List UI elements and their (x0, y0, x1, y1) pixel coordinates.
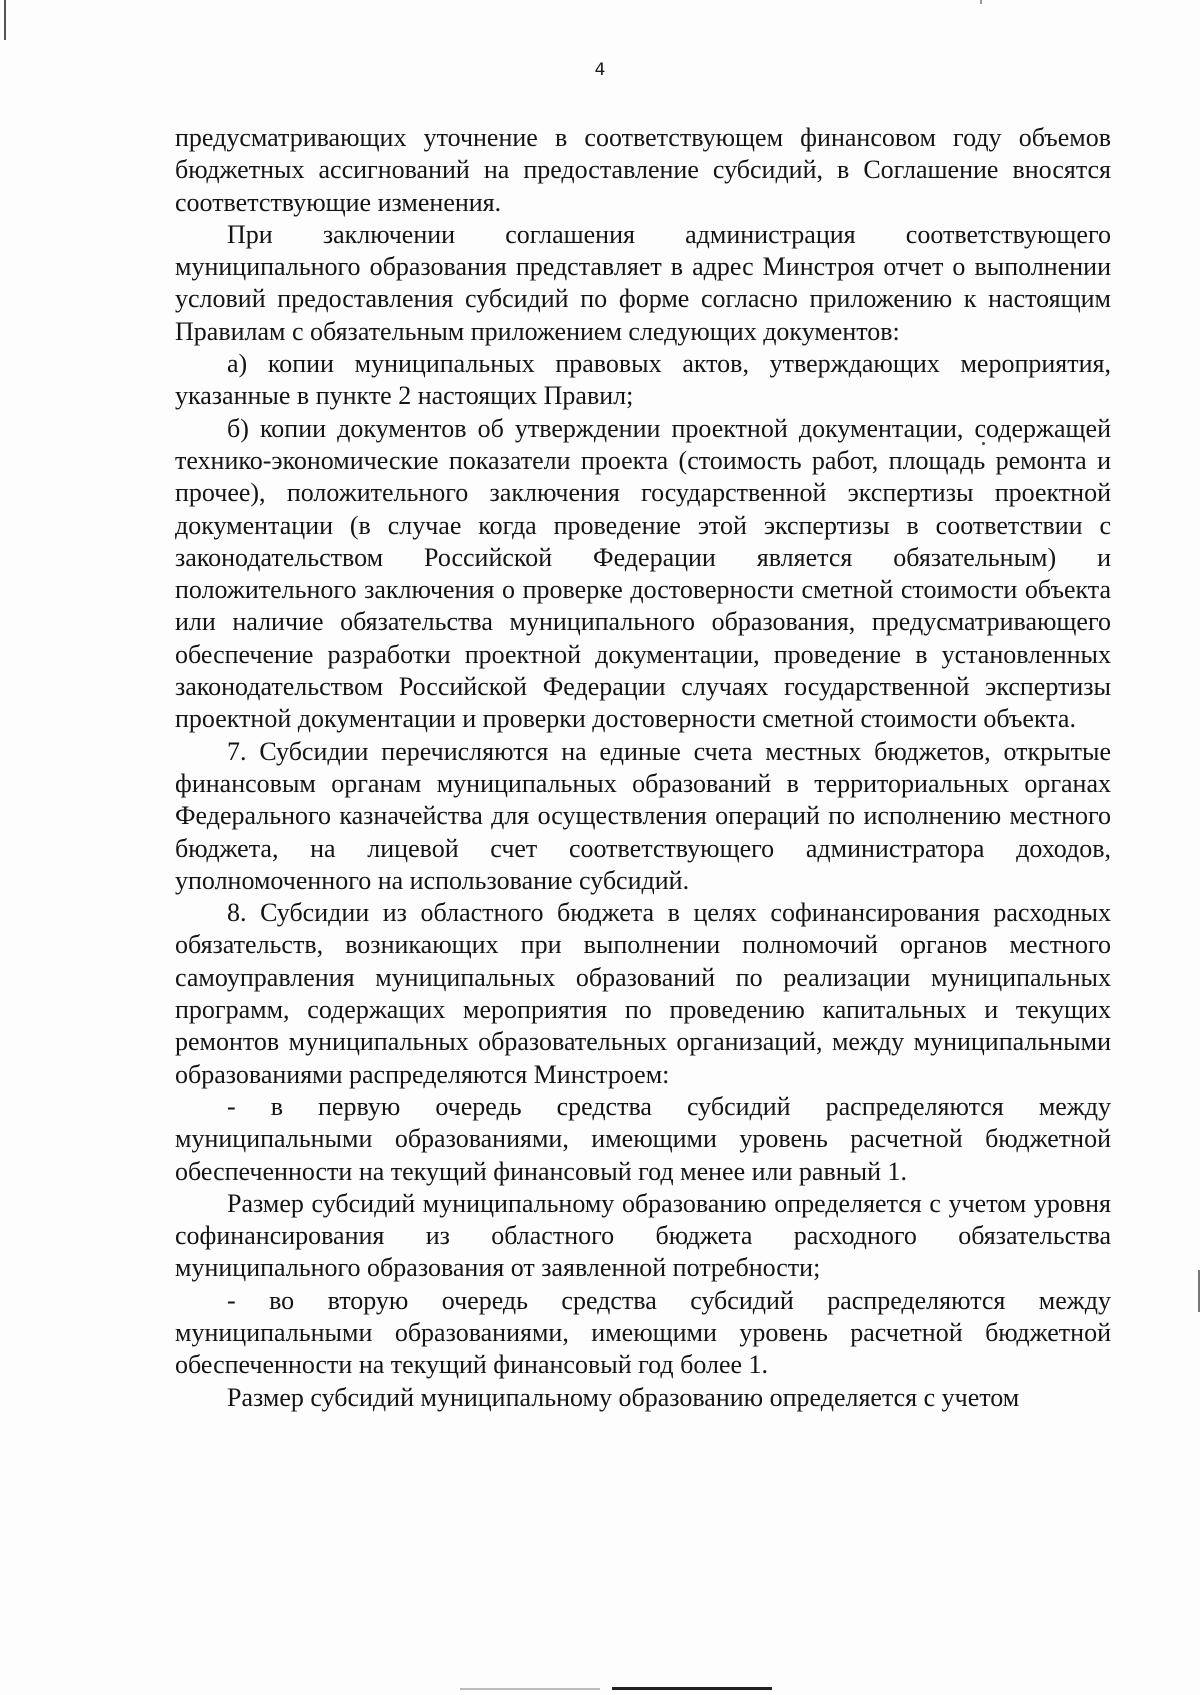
paragraph-item-a: а) копии муниципальных правовых актов, утверждающих мероприятия, указанные в пункте 2 настоящих Правил; (175, 349, 1111, 411)
paragraph-subsidy-size-1: Размер субсидий муниципальному образованию определяется с учетом уровня софинансирования из областного бюджета расходного обязательства муниципального образования от заявленной потребности; (175, 1188, 1111, 1283)
paragraph-subsidy-size-2: Размер субсидий муниципальному образованию определяется с учетом (227, 1382, 1020, 1412)
document-body (175, 122, 1111, 1414)
paragraph-clause-8: 8. Субсидии из областного бюджета в целях софинансирования расходных обязательств, возникающих при выполнении полномочий органов местного самоуправления муниципальных образований по реализации муниципальных программ, содержащих мероприятия по проведению капитальных и текущих ремонтов муниципальных образовательных организаций, между муниципальными образованиями распределяются Минстроем: (175, 898, 1111, 1089)
paragraph-item-b: б) копии документов об утверждении проектной документации, содержащей технико-экономические показатели проекта (стоимость работ, площадь ремонта и прочее), положительного заключения государственной экспертизы проектной документации (в случае когда проведение этой экспертизы в соответствии с законодательством Российской Федерации является обязательным) и положительного заключения о проверке достоверности сметной стоимости объекта или наличие обязательства муниципального образования, предусматривающего обеспечение разработки проектной документации, проведение в установленных законодательством Российской Федерации случаях государственной экспертизы проектной документации и проверки достоверности сметной стоимости объекта. (175, 413, 1111, 734)
scan-top-mark (980, 0, 982, 4)
paragraph-clause-7: 7. Субсидии перечисляются на единые счета местных бюджетов, открытые финансовым органам муниципальных образований в территориальных органах Федерального казначейства для осуществления операций по исполнению местного бюджета, на лицевой счет соответствующего администратора доходов, уполномоченного на использование субсидий. (175, 736, 1111, 895)
scan-footer-mark (612, 1687, 772, 1690)
paragraph-agreement-report: При заключении соглашения администрация соответствующего муниципального образования представляет в адрес Минстроя отчет о выполнении условий предоставления субсидий по форме согласно приложению к настоящим Правилам с обязательным приложением следующих документов: (175, 219, 1111, 346)
page-number: 4 (594, 60, 606, 80)
scan-edge-mark (4, 0, 6, 40)
scan-footer-mark-light (460, 1688, 600, 1690)
paragraph-continuation: предусматривающих уточнение в соответствующем финансовом году объемов бюджетных ассигнований на предоставление субсидий, в Соглашение вносятся соответствующие изменения. (175, 123, 1111, 217)
paragraph-first-priority: - в первую очередь средства субсидий распределяются между муниципальными образованиями, имеющими уровень расчетной бюджетной обеспеченности на текущий финансовый год менее или равный 1. (175, 1091, 1111, 1186)
paragraph-second-priority: - во вторую очередь средства субсидий распределяются между муниципальными образованиями, имеющими уровень расчетной бюджетной обеспеченности на текущий финансовый год более 1. (175, 1285, 1111, 1380)
